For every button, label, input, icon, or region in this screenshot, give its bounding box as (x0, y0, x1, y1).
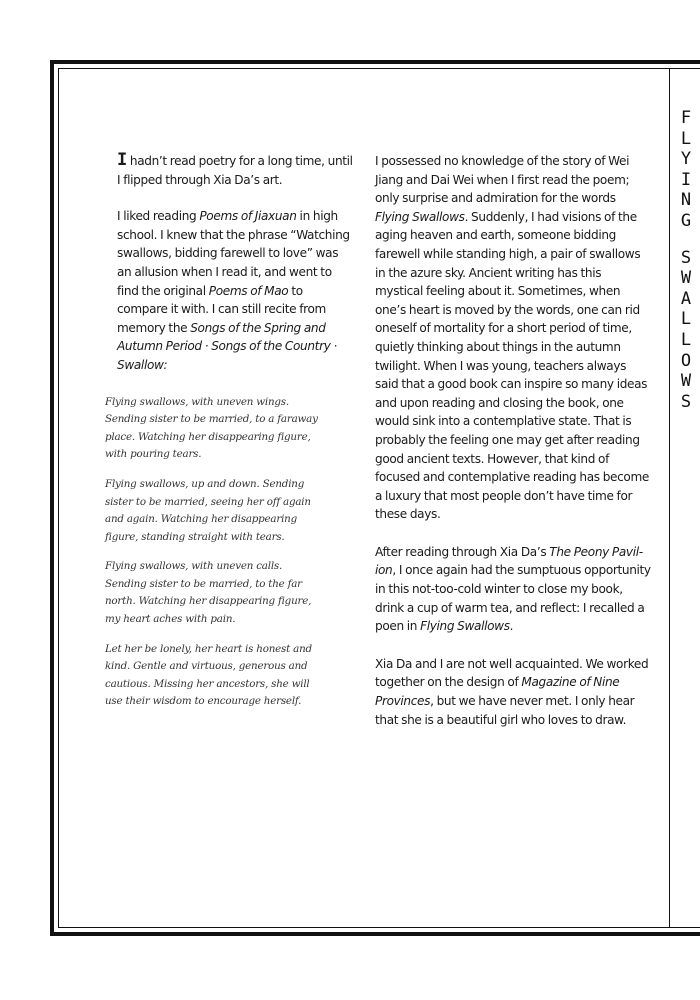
title-divider (669, 68, 670, 928)
title-word-gap (673, 232, 699, 248)
title-letter: L (680, 128, 692, 149)
title-letter: S (680, 391, 692, 412)
acquaintance-paragraph (375, 655, 651, 729)
title-letter: I (680, 169, 692, 190)
poem-stanza: Flying swallows, with uneven calls. Sending sister to be married, to the far north. Watching her disappearing figure, my heart aches with pain. (105, 560, 312, 626)
text-run: . Suddenly, I had visions of the aging heaven and earth, someone bidding farewell while standing high, a pair of swallows in the azure sky. Ancient writing has this mystical feeling about it. Sometimes, when one’s heart is moved by the words, one can rid oneself of mortality for a short period of time, quietly thinking about things in the autumn twilight. When I was young, teachers always said that a good book can inspire so many ideas and upon reading and closing the book, one would sink into a contemplative state. That is probably the feeling one may get after reading good ancient texts. However, that kind of focused and contemplative reading has become a luxury that most people don’t have time for these days. (375, 209, 649, 522)
book-title: Poems of Jiaxuan (199, 209, 297, 224)
intro-paragraph (117, 152, 353, 189)
title-letter: F (680, 108, 692, 128)
text-run: After reading through Xia Da’s (375, 544, 550, 559)
text-run: to compare it with. I can still recite from memory the (117, 283, 326, 335)
vertical-title (673, 108, 699, 412)
reflection-paragraph (375, 152, 651, 524)
title-letter: G (680, 210, 692, 231)
text-run: in high school. I knew that the phrase “Watching swallows, bidding farewell to love” was an allusion when I read it, and went to find the original (117, 209, 350, 298)
jiaxuan-paragraph (117, 207, 353, 374)
left-column (105, 150, 353, 723)
poem-stanza: Flying swallows, with uneven wings. Sending sister to be married, to a faraway place. Watching her disappearing figure, with pouring tears. (105, 395, 318, 461)
title-letter: L (680, 329, 692, 350)
intro-text: hadn’t read poetry for a long time, until I flipped through Xia Da’s art. (117, 154, 353, 187)
book-title: Magazine of Nine Provinces (375, 675, 620, 709)
right-column (375, 152, 651, 748)
poem-block (105, 394, 320, 712)
title-letter: N (680, 190, 692, 211)
text-run: I possessed no knowledge of the story of Wei Jiang and Dai Wei when I first read the poem; only surprise and admiration for the words (375, 154, 630, 206)
title-letter: W (680, 268, 692, 289)
title-letter: S (680, 247, 692, 268)
text-run: . (509, 619, 514, 634)
poem-stanza: Flying swallows, up and down. Sending sister to be married, seeing her off again and again. Watching her disappearing figure, standing straight with tears. (105, 477, 311, 543)
text-run: Xia Da and I are not well acquainted. We worked together on the design of (375, 656, 649, 690)
book-title: Flying Swallows (375, 209, 465, 224)
book-title: Songs of the Spring and Autumn Period · Songs of the Country · Swallow: (117, 320, 337, 372)
text-run: I liked reading (117, 209, 200, 224)
title-letter: Y (680, 149, 692, 170)
text-run: , I once again had the sumptuous opportunity in this not-too-cold winter to close my book, drink a cup of warm tea, and reflect: I recalled a poen in (375, 563, 651, 634)
book-title: Flying Swallows (420, 619, 510, 634)
text-run: , but we have never met. I only hear that she is a beautiful girl who loves to draw. (375, 694, 635, 727)
peony-pavilion-paragraph (375, 543, 651, 636)
book-title: Poems of Mao (208, 283, 289, 298)
book-title: The Peony Pavil-ion (375, 544, 643, 578)
poem-stanza: Let her be lonely, her heart is honest and kind. Gentle and virtuous, generous and cautious. Missing her ancestors, she will use their wisdom to encourage herself. (105, 642, 312, 708)
drop-cap: I (117, 150, 127, 170)
title-letter: L (680, 309, 692, 330)
title-letter: A (680, 288, 692, 309)
title-letter: O (680, 350, 692, 371)
title-letter: W (680, 371, 692, 392)
